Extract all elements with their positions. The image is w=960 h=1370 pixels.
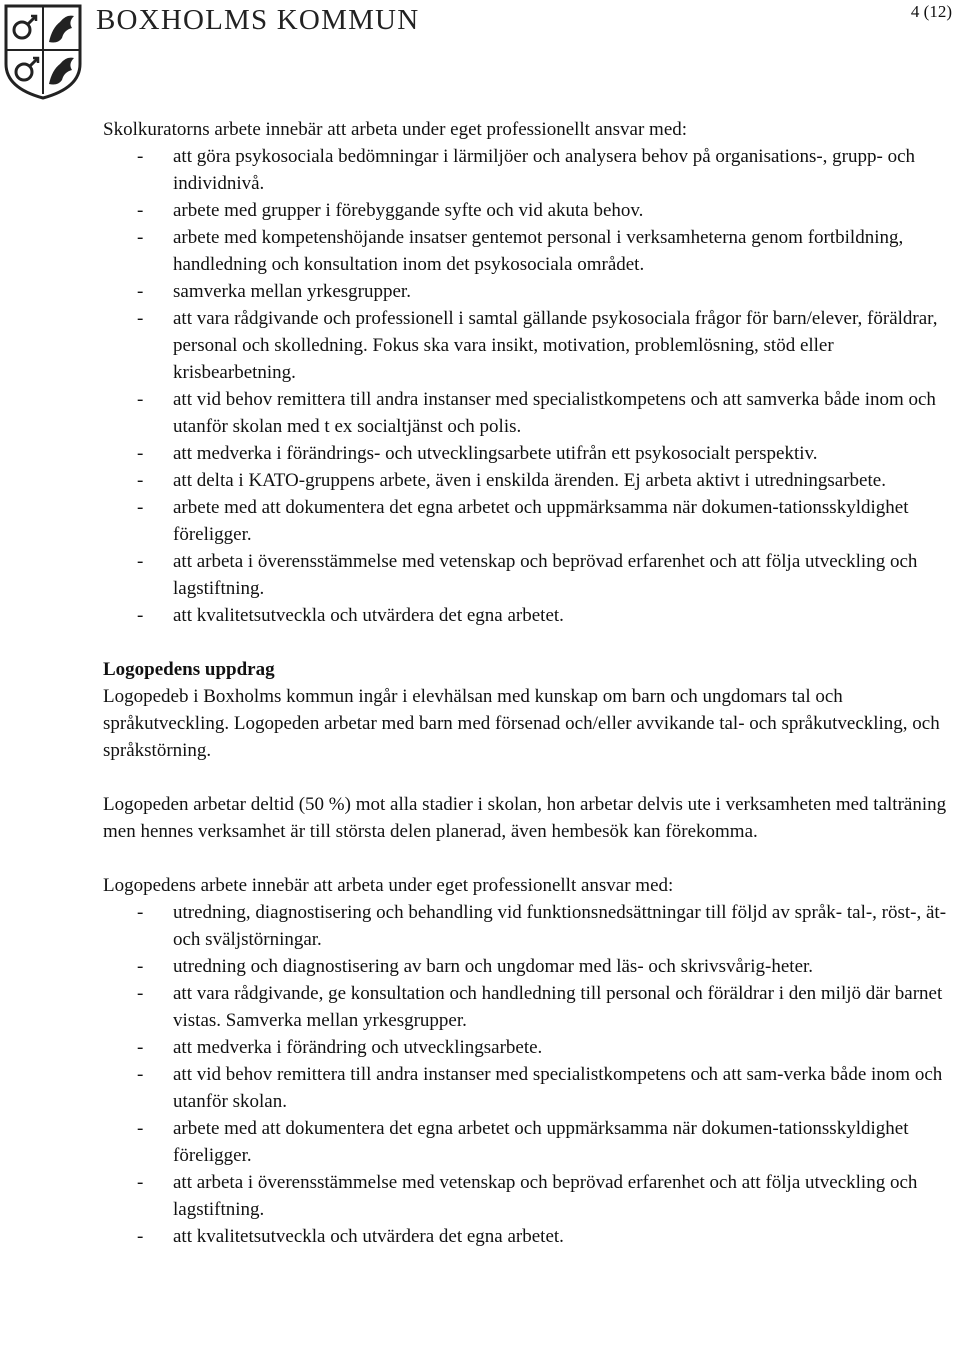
dash-marker: - — [137, 605, 144, 626]
list-item: - samverka mellan yrkesgrupper. — [103, 278, 955, 305]
logoped-list — [103, 899, 955, 1250]
dash-marker: - — [137, 1037, 144, 1058]
organization-name: BOXHOLMS KOMMUN — [96, 4, 420, 36]
list-item: - att vara rådgivande, ge konsultation och handledning till personal och föräldrar i den miljö där barnet vistas. Samverka mellan yrkesgrupper. — [103, 980, 955, 1034]
dash-marker: - — [137, 1064, 144, 1085]
list-item: - att göra psykosociala bedömningar i lärmiljöer och analysera behov på organisations-, grupp- och individnivå. — [103, 143, 955, 197]
spacer — [103, 629, 955, 656]
list-item: - att vid behov remittera till andra instanser med specialistkompetens och att samverka både inom och utanför skolan med t ex socialtjänst och polis. — [103, 386, 955, 440]
kurator-list — [103, 143, 955, 629]
dash-marker: - — [137, 227, 144, 248]
list-item: - arbete med att dokumentera det egna arbetet och uppmärksamma när dokumen-tationsskyldighet föreligger. — [103, 1115, 955, 1169]
list-item: - utredning och diagnostisering av barn och ungdomar med läs- och skrivsvårig-heter. — [103, 953, 955, 980]
list-item: - att vid behov remittera till andra instanser med specialistkompetens och att sam-verka både inom och utanför skolan. — [103, 1061, 955, 1115]
logoped-paragraph-2: Logopeden arbetar deltid (50 %) mot alla stadier i skolan, hon arbetar delvis ute i verksamheten med talträning men hennes verksamhet är till största delen planerad, även hembesök kan förekomma. — [103, 794, 947, 842]
dash-marker: - — [137, 1172, 144, 1193]
logoped-heading: Logopedens uppdrag — [103, 659, 275, 680]
list-item: - att delta i KATO-gruppens arbete, även i enskilda ärenden. Ej arbeta aktivt i utredningsarbete. — [103, 467, 955, 494]
dash-marker: - — [137, 1118, 144, 1139]
list-item: - att arbeta i överensstämmelse med vetenskap och beprövad erfarenhet och att följa utveckling och lagstiftning. — [103, 1169, 955, 1223]
list-item: - utredning, diagnostisering och behandling vid funktionsnedsättningar till följd av språk- tal-, röst-, ät- och sväljstörningar. — [103, 899, 955, 953]
spacer — [103, 845, 955, 872]
dash-marker: - — [137, 497, 144, 518]
dash-marker: - — [137, 470, 144, 491]
page-number: 4 (12) — [910, 2, 952, 21]
list-item: - att medverka i förändrings- och utvecklingsarbete utifrån ett psykosocialt perspektiv. — [103, 440, 955, 467]
dash-marker: - — [137, 308, 144, 329]
dash-marker: - — [137, 146, 144, 167]
document-body — [103, 116, 955, 1250]
logoped-intro: Logopedens arbete innebär att arbeta under eget professionellt ansvar med: — [103, 875, 674, 896]
list-item: - att kvalitetsutveckla och utvärdera det egna arbetet. — [103, 1223, 955, 1250]
municipal-coat-of-arms-icon — [2, 2, 84, 100]
spacer — [103, 764, 955, 791]
page-header — [0, 0, 960, 100]
dash-marker: - — [137, 200, 144, 221]
dash-marker: - — [137, 902, 144, 923]
list-item: - att vara rådgivande och professionell i samtal gällande psykosociala frågor för barn/elever, föräldrar, personal och skolledning. Fokus ska vara insikt, motivation, problemlösning, stöd eller krisbearbetning. — [103, 305, 955, 386]
list-item: - att kvalitetsutveckla och utvärdera det egna arbetet. — [103, 602, 955, 629]
list-item: - att medverka i förändring och utvecklingsarbete. — [103, 1034, 955, 1061]
dash-marker: - — [137, 1226, 144, 1247]
dash-marker: - — [137, 443, 144, 464]
kurator-intro: Skolkuratorns arbete innebär att arbeta under eget professionellt ansvar med: — [103, 119, 688, 140]
dash-marker: - — [137, 983, 144, 1004]
list-item: - arbete med grupper i förebyggande syfte och vid akuta behov. — [103, 197, 955, 224]
dash-marker: - — [137, 389, 144, 410]
list-item: - att arbeta i överensstämmelse med vetenskap och beprövad erfarenhet och att följa utveckling och lagstiftning. — [103, 548, 955, 602]
list-item: - arbete med kompetenshöjande insatser gentemot personal i verksamheterna genom fortbildning, handledning och konsultation inom det psykosociala området. — [103, 224, 955, 278]
logoped-paragraph-1: Logopedeb i Boxholms kommun ingår i elevhälsan med kunskap om barn och ungdomars tal och språkutveckling. Logopeden arbetar med barn med försenad och/eller avvikande tal- och språkutveckling, och språkstörning. — [103, 686, 940, 761]
dash-marker: - — [137, 551, 144, 572]
list-item: - arbete med att dokumentera det egna arbetet och uppmärksamma när dokumen-tationsskyldighet föreligger. — [103, 494, 955, 548]
dash-marker: - — [137, 281, 144, 302]
dash-marker: - — [137, 956, 144, 977]
